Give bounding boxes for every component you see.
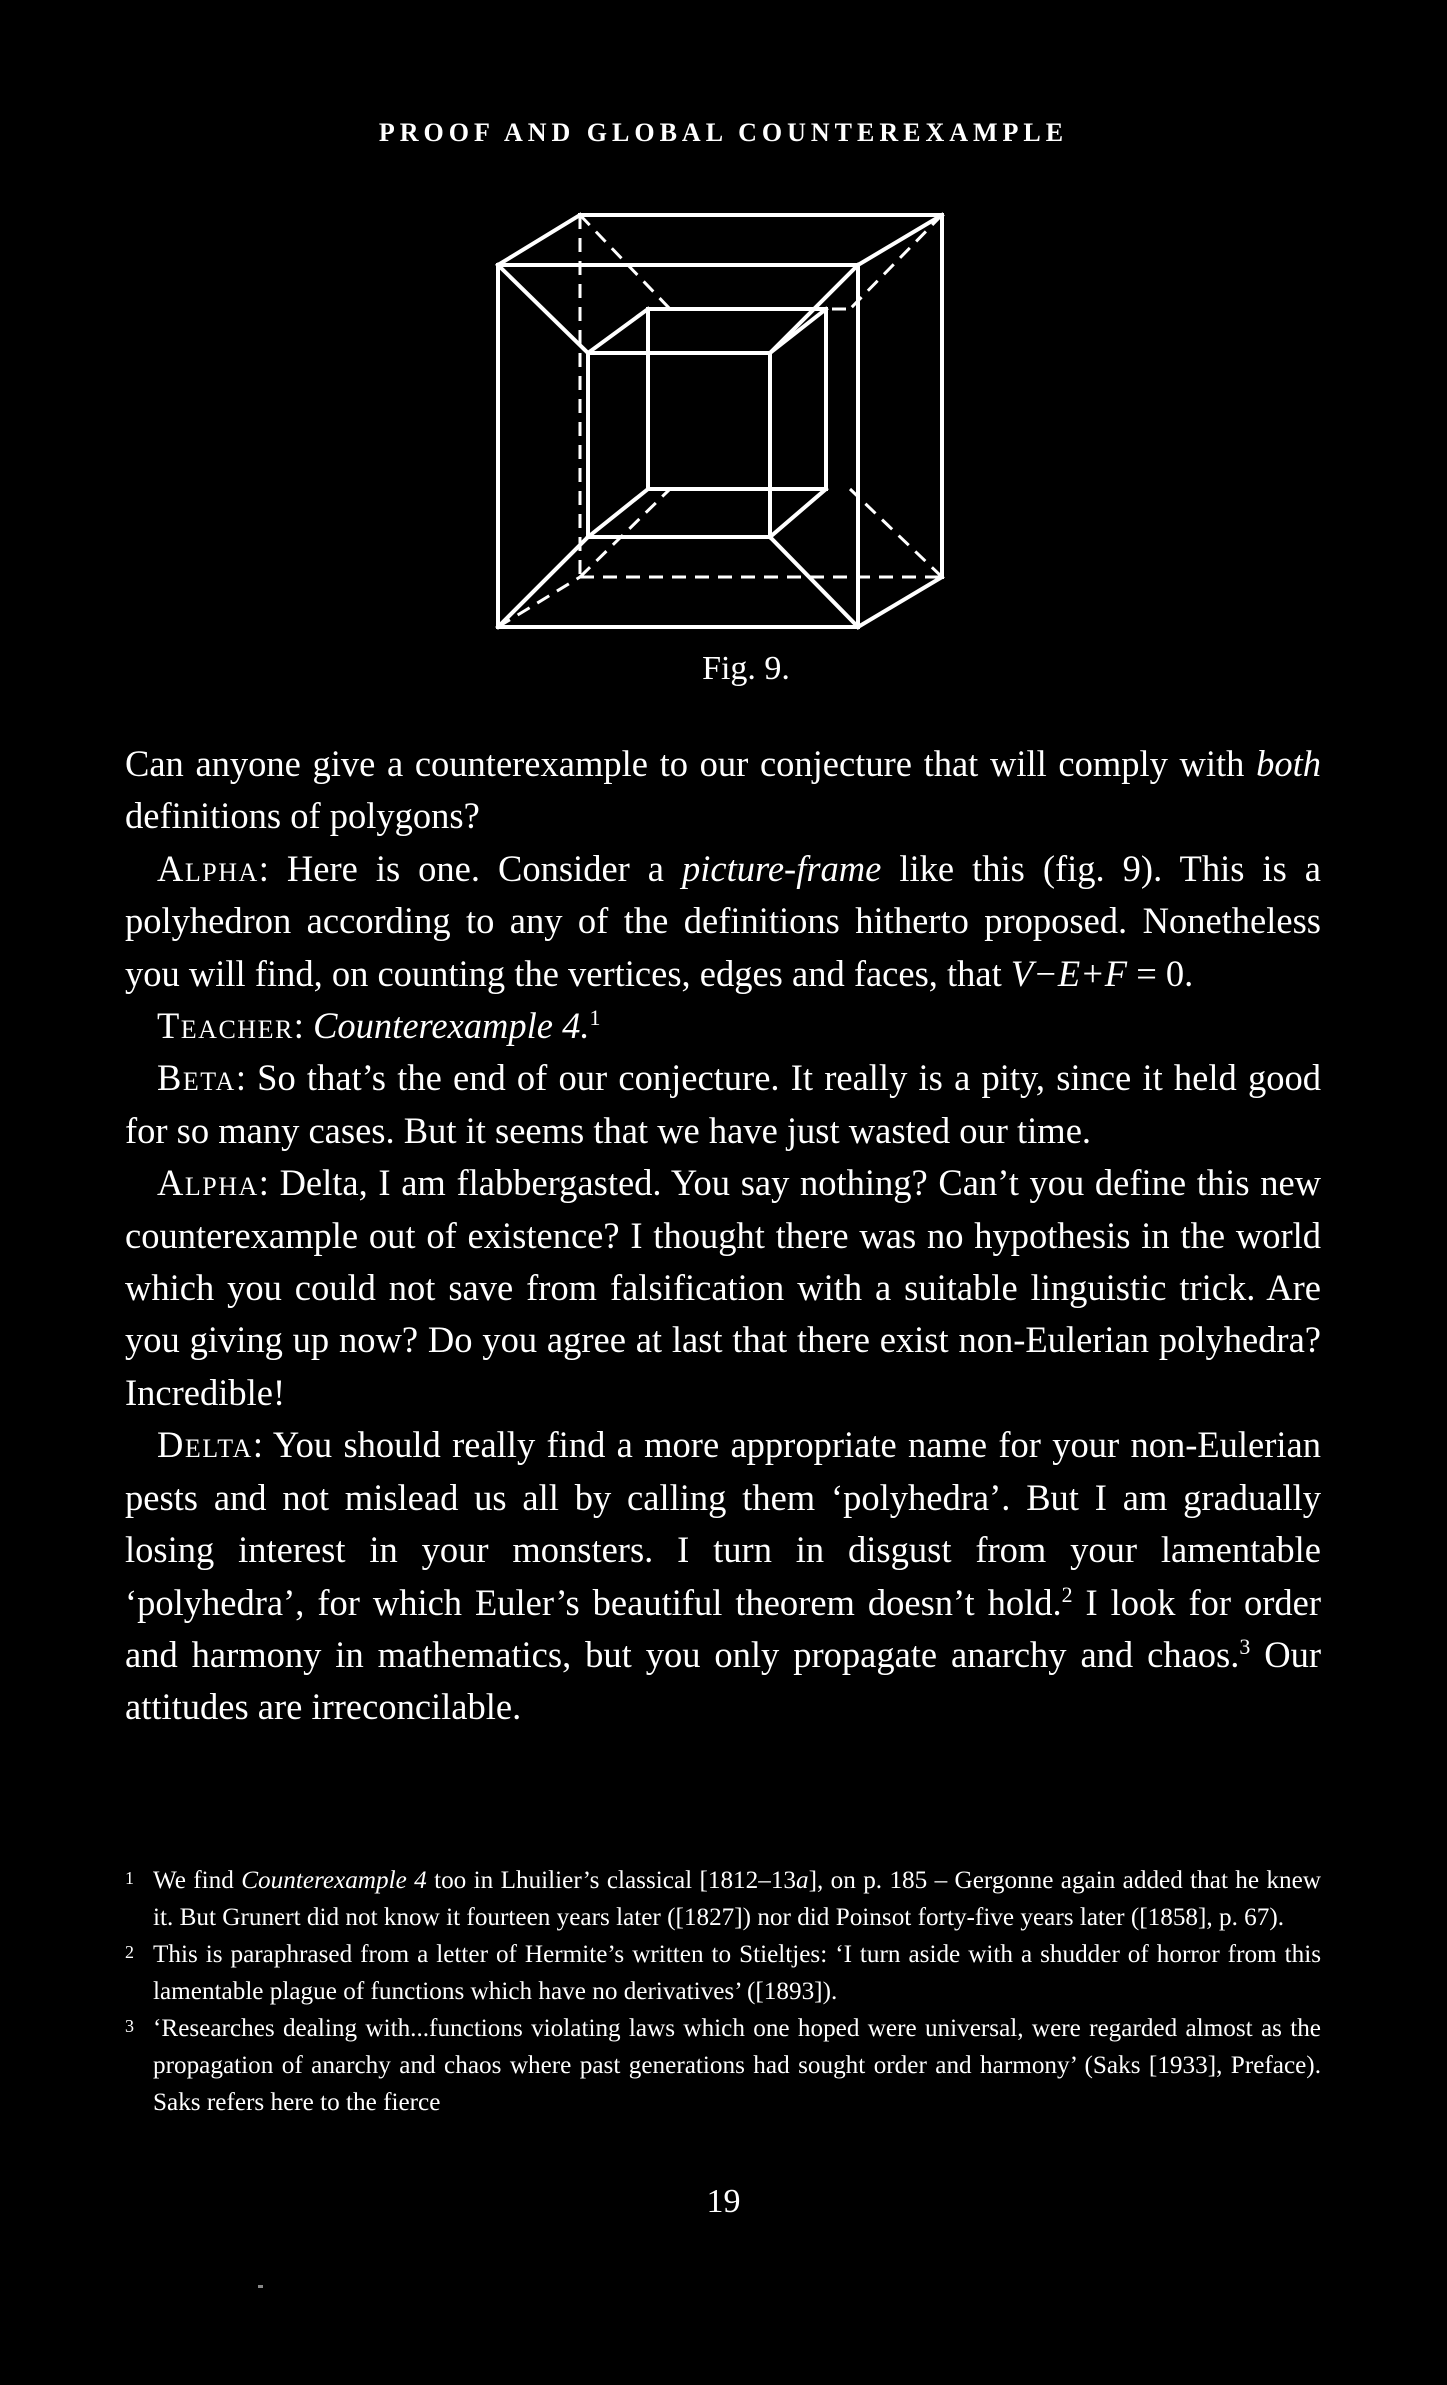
footnote: 2 This is paraphrased from a letter of Hermite’s written to Stieltjes: ‘I turn aside with a shudder of horror from this lamentable plague of functions which have no derivatives’ ([1893]). — [125, 1941, 1321, 2005]
footnote-ref: 2 — [1061, 1581, 1073, 1607]
page-number: 19 — [706, 2183, 741, 2220]
paragraph: Beta: So that’s the end of our conjecture. It really is a pity, since it held good for so many cases. But it seems that we have just wasted our time. — [125, 1057, 1321, 1151]
paragraph: Delta: You should really find a more appropriate name for your non-Eulerian pests and not mislead us all by calling them ‘polyhedra’. But I am gradually losing interest in your monsters. I turn in disgust from your lamentable ‘polyhedra’, for which Euler’s beautiful theorem doesn’t hold.$^2$ I look for order and harmony in mathematics, but you only propagate anarchy and chaos.$^3$ Our attitudes are irreconcilable. — [125, 1424, 1321, 1728]
paragraph: Can anyone give a counterexample to our conjecture that will comply with both definitions of polygons? — [125, 743, 1321, 837]
speaker: Beta — [157, 1057, 236, 1099]
running-head: PROOF AND GLOBAL COUNTEREXAMPLE — [378, 118, 1069, 147]
formula: V−E+F — [1010, 952, 1128, 994]
footnotes — [125, 1862, 1321, 2121]
figure-caption: Fig. 9. — [702, 650, 790, 687]
speaker: Teacher — [157, 1005, 294, 1047]
speaker: Delta — [157, 1424, 253, 1466]
speaker: Alpha — [157, 847, 259, 889]
speck — [258, 2285, 263, 2288]
body-text — [125, 738, 1321, 1734]
picture-frame-figure — [490, 205, 950, 635]
footnote-ref: 3 — [1239, 1633, 1251, 1659]
footnote: 1 We find Counterexample 4 too in Lhuilier’s classical [1812–13a], on p. 185 – Gergonne again added that he knew it. But Grunert did not know it fourteen years later ([1827]) nor did Poinsot forty-five years later ([1858], p. 67). — [125, 1867, 1321, 1931]
footnote-ref: 1 — [589, 1004, 601, 1030]
paragraph: Alpha: Here is one. Consider a picture-frame like this (fig. 9). This is a polyhedron according to any of the definitions hitherto proposed. Nonetheless you will find, on counting the vertices, edges and faces, that V−E+F = 0. — [125, 847, 1321, 994]
speaker: Alpha — [157, 1162, 259, 1204]
paragraph: Teacher: Counterexample 4.$^1$ — [157, 1004, 601, 1047]
paragraph: Alpha: Delta, I am flabbergasted. You say nothing? Can’t you define this new counterexample out of existence? I thought there was no hypothesis in the world which you could not save from falsification with a suitable linguistic trick. Are you giving up now? Do you agree at last that there exist non-Eulerian polyhedra? Incredible! — [125, 1162, 1321, 1413]
footnote: 3 ‘Researches dealing with...functions violating laws which one hoped were universal, were regarded almost as the propagation of anarchy and chaos where past generations had sought order and harmony’ (Saks [1933], Preface). Saks refers here to the fierce — [125, 2015, 1321, 2116]
